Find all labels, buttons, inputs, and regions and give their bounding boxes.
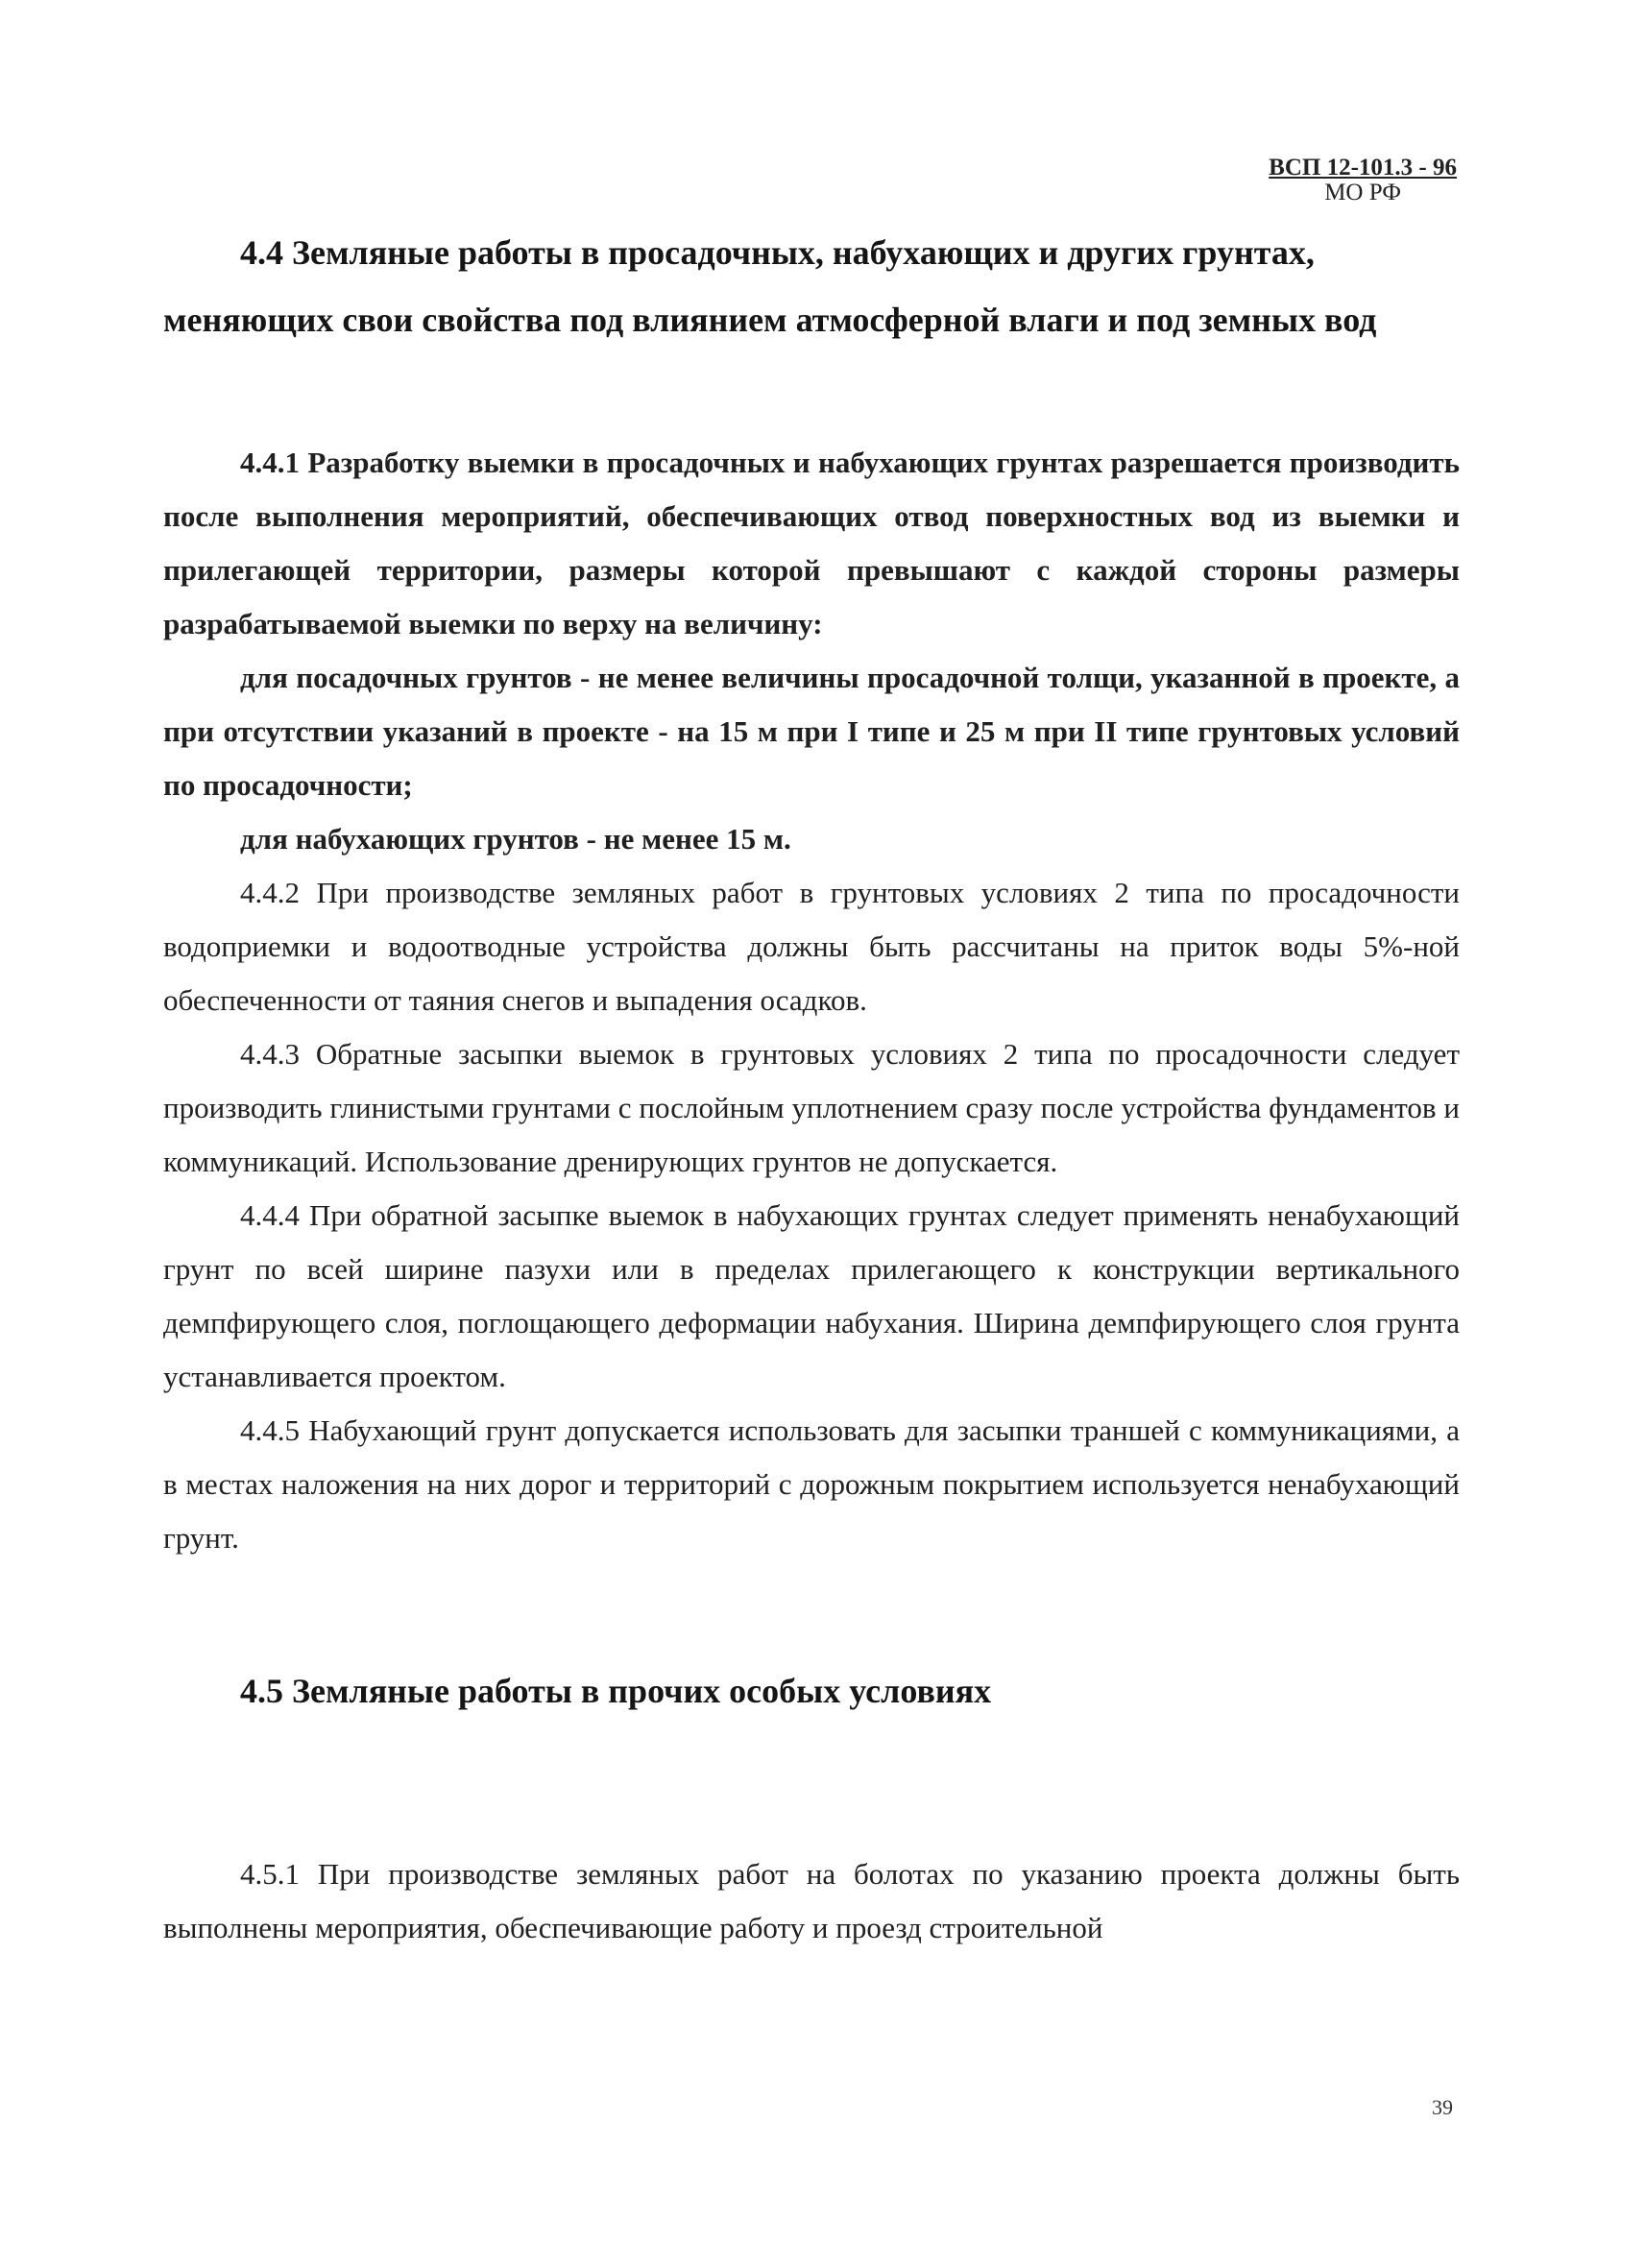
paragraph-4-4-3: 4.4.3 Обратные засыпки выемок в грунтовых условиях 2 типа по просадочности следует производить глинистыми грунтами с послойным уплотнением сразу после устройства фундаментов и коммуникаций. Использование дренирующих грунтов не допускается. <box>163 1037 1460 1178</box>
paragraph-4-5-1: 4.5.1 При производстве земляных работ на болотах по указанию проекта должны быть выполнены мероприятия, обеспечивающие работу и проезд строительной <box>163 1857 1460 1944</box>
paragraph-4-4-4: 4.4.4 При обратной засыпке выемок в набухающих грунтах следует применять ненабухающий грунт по всей ширине пазухи или в пределах прилегающего к конструкции вертикального демпфирующего слоя, поглощающего деформации набухания. Ширина демпфирующего слоя грунта устанавливается проектом. <box>163 1198 1460 1393</box>
paragraph-4-4-1-subsidence: для посадочных грунтов - не менее величины просадочной толщи, указанной в проекте, а при отсутствии указаний в проекте - на 15 м при I типе и 25 м при II типе грунтовых условий по просадочности; <box>163 661 1460 802</box>
paragraph-4-4-5: 4.4.5 Набухающий грунт допускается использовать для засыпки траншей с коммуникациями, а в местах наложения на них дорог и территорий с дорожным покрытием используется ненабухающий грунт. <box>163 1413 1460 1555</box>
issuing-organization: МО РФ <box>1324 180 1401 205</box>
page-number: 39 <box>1432 2095 1453 2119</box>
document-body <box>163 219 1460 1955</box>
document-code-header <box>1269 156 1457 205</box>
standard-code: ВСП 12-101.3 - 96 <box>1269 155 1457 181</box>
paragraph-4-4-2: 4.4.2 При производстве земляных работ в грунтовых условиях 2 типа по просадочности водоприемки и водоотводные устройства должны быть рассчитаны на приток воды 5%-ной обеспеченности от таяния снегов и выпадения осадков. <box>163 876 1460 1017</box>
section-4-5-title: 4.5 Земляные работы в прочих особых условиях <box>240 1672 992 1710</box>
paragraph-4-4-1: 4.4.1 Разработку выемки в просадочных и набухающих грунтах разрешается производить после выполнения мероприятий, обеспечивающих отвод поверхностных вод из выемки и прилегающей территории, размеры которой превышают с каждой стороны размеры разрабатываемой выемки по верху на величину: <box>163 446 1460 640</box>
paragraph-4-4-1-swelling: для набухающих грунтов - не менее 15 м. <box>240 822 791 856</box>
section-4-4-title: 4.4 Земляные работы в просадочных, набухающих и других грунтах, меняющих свои свойства под влиянием атмосферной влаги и под земных вод <box>163 233 1377 339</box>
